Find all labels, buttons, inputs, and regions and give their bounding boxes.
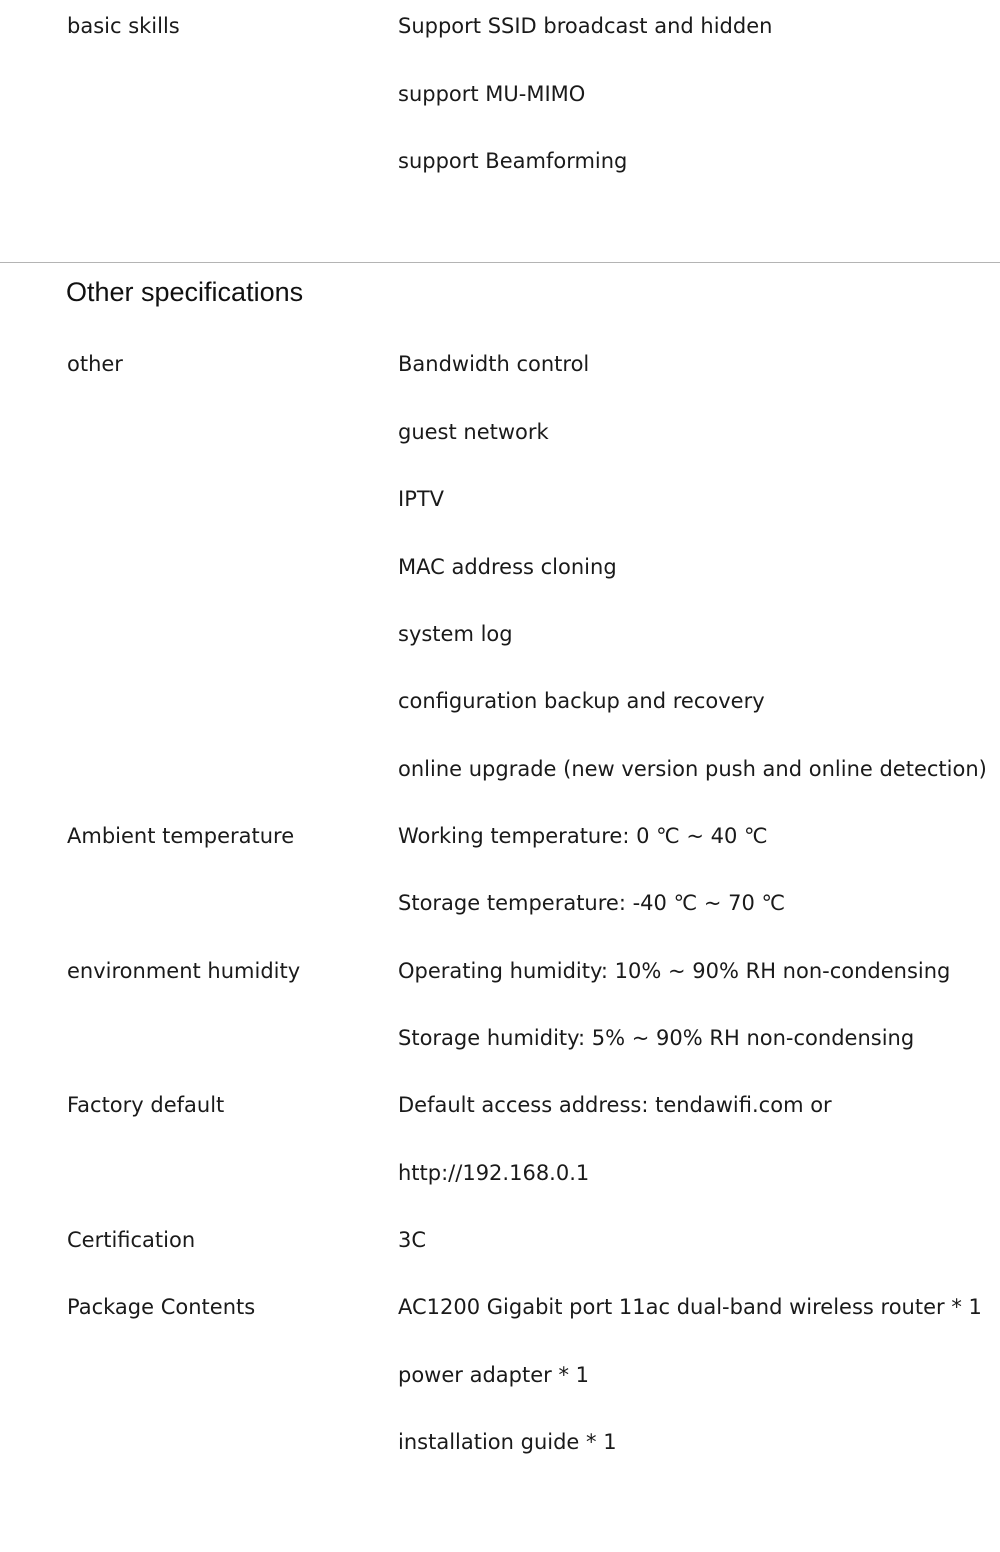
spec-value: Storage humidity: 5% ~ 90% RH non-condensing [398, 1026, 915, 1050]
spec-label: environment humidity [67, 959, 301, 983]
spec-value: guest network [398, 420, 549, 444]
spec-value: support Beamforming [398, 149, 628, 173]
spec-value: AC1200 Gigabit port 11ac dual-band wireless router * 1 [398, 1295, 982, 1319]
spec-value: http://192.168.0.1 [398, 1161, 590, 1185]
basic-skills-label: basic skills [67, 14, 180, 38]
spec-label: Factory default [67, 1093, 225, 1117]
spec-label: other [67, 352, 123, 376]
spec-value: Support SSID broadcast and hidden [398, 14, 773, 38]
spec-label: Ambient temperature [67, 824, 295, 848]
spec-value: installation guide * 1 [398, 1430, 617, 1454]
spec-value: Operating humidity: 10% ~ 90% RH non-condensing [398, 959, 951, 983]
spec-value: configuration backup and recovery [398, 689, 765, 713]
spec-value: MAC address cloning [398, 555, 617, 579]
spec-value: Default access address: tendawifi.com or [398, 1093, 832, 1117]
spec-value: IPTV [398, 487, 445, 511]
spec-value: Storage temperature: -40 ℃ ~ 70 ℃ [398, 891, 786, 915]
spec-value: power adapter * 1 [398, 1363, 589, 1387]
spec-label: Package Contents [67, 1295, 256, 1319]
spec-value: Working temperature: 0 ℃ ~ 40 ℃ [398, 824, 768, 848]
section-divider [0, 262, 1000, 263]
spec-value: online upgrade (new version push and online detection) [398, 757, 987, 781]
spec-label: Certification [67, 1228, 196, 1252]
spec-value: support MU-MIMO [398, 82, 586, 106]
section-heading: Other specifications [66, 277, 304, 307]
spec-value: Bandwidth control [398, 352, 590, 376]
spec-value: system log [398, 622, 513, 646]
spec-value: 3C [398, 1228, 427, 1252]
